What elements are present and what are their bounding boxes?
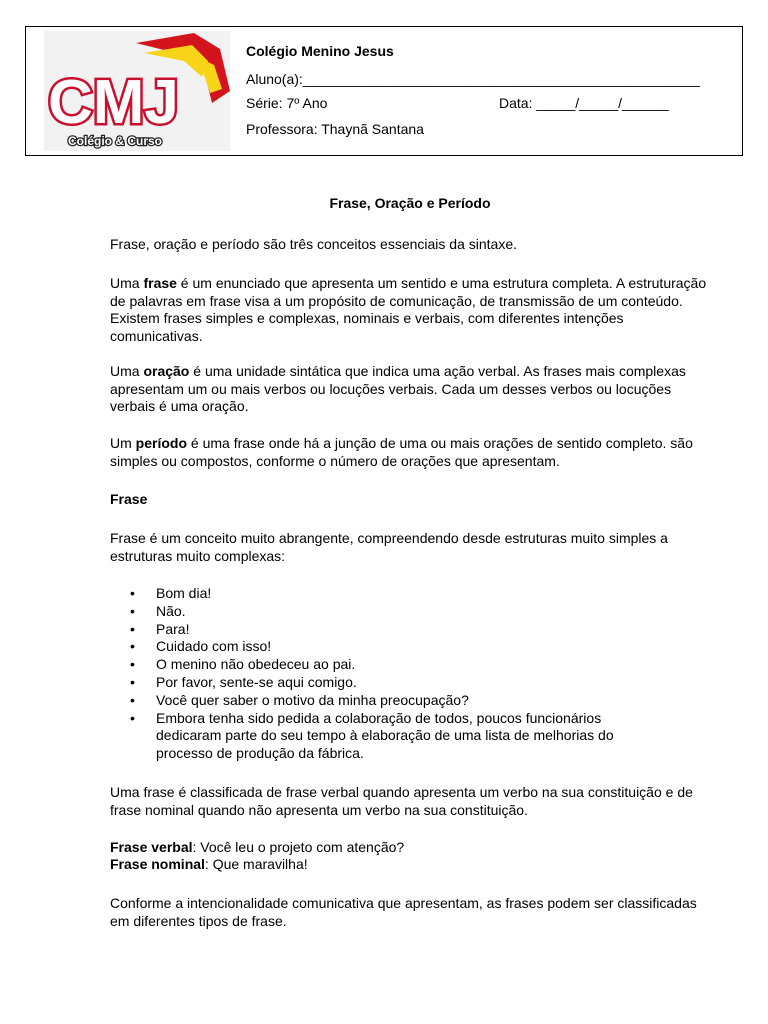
list-item: • Por favor, sente-se aqui comigo. — [110, 674, 670, 692]
cmj-logo — [44, 31, 230, 151]
school-name: Colégio Menino Jesus — [246, 43, 394, 59]
frase-definition: Uma frase é um enunciado que apresenta um sentido e uma estrutura completa. A estruturação de palavras em frase visa a um propósito de comunicação, de transmissão de um conteúdo. Existem frases simples e complexas, nominais e verbais, com diferentes intenções comunicativas. — [110, 275, 707, 344]
header-box — [25, 26, 743, 156]
list-item: • Você quer saber o motivo da minha preocupação? — [110, 692, 670, 710]
list-item: • Embora tenha sido pedida a colaboração de todos, poucos funcionários dedicaram parte do seu tempo à elaboração de uma lista de melhorias do processo de produção da fábrica. — [110, 710, 670, 763]
data-line: Data: _____/_____/______ — [499, 95, 669, 111]
section-heading: Frase — [110, 491, 148, 507]
list-item: • O menino não obedeceu ao pai. — [110, 656, 670, 674]
serie-line: Série: 7º Ano — [246, 95, 328, 111]
periodo-definition: Um período é uma frase onde há a junção de uma ou mais orações de sentido completo. são simples ou compostos, conforme o número de orações que apresentam. — [110, 435, 693, 469]
classification-paragraph: Uma frase é classificada de frase verbal quando apresenta um verbo na sua constituição e de frase nominal quando não apresenta um verbo na sua constituição. — [110, 784, 693, 818]
term-oracao: oração — [143, 363, 190, 379]
term-frase: frase — [143, 275, 177, 291]
examples-list — [110, 585, 670, 763]
frase-intro: Frase é um conceito muito abrangente, compreendendo desde estruturas muito simples a estruturas muito complexas: — [110, 530, 668, 564]
term-periodo: período — [135, 435, 188, 451]
example-nominal: Frase nominal: Que maravilha! — [110, 856, 308, 872]
list-item: • Não. — [110, 603, 670, 621]
list-item: • Cuidado com isso! — [110, 638, 670, 656]
logo-subtext: Colégio & Curso — [68, 134, 163, 148]
list-item: • Para! — [110, 621, 670, 639]
list-item: • Bom dia! — [110, 585, 670, 603]
aluno-line: Aluno(a):___________________________________________________ — [246, 71, 700, 87]
page-title: Frase, Oração e Período — [329, 195, 491, 211]
intro-paragraph: Frase, oração e período são três conceitos essenciais da sintaxe. — [110, 236, 517, 252]
closing-paragraph: Conforme a intencionalidade comunicativa que apresentam, as frases podem ser classificadas em diferentes tipos de frase. — [110, 895, 697, 929]
professora-line: Professora: Thaynã Santana — [246, 121, 424, 137]
logo-text: CMJ — [48, 68, 179, 137]
example-verbal: Frase verbal: Você leu o projeto com atenção? — [110, 839, 405, 855]
oracao-definition: Uma oração é uma unidade sintática que indica uma ação verbal. As frases mais complexas apresentam um ou mais verbos ou locuções verbais. Cada um desses verbos ou locuções verbais é uma oração. — [110, 363, 686, 414]
